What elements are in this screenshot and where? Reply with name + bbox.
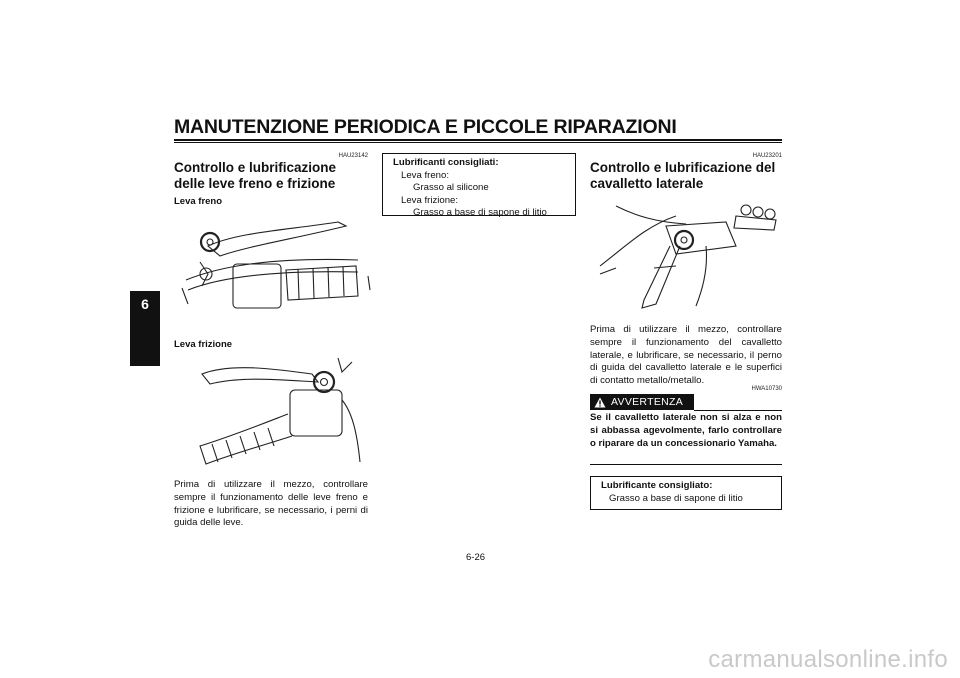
- section-code-sidestand: HAU23201: [752, 153, 782, 159]
- watermark: carmanualsonline.info: [708, 646, 948, 673]
- warning-triangle-icon: [594, 397, 606, 408]
- warning-text: Se il cavalletto laterale non si alza e non si abbassa agevolmente, farlo controllare o riparare da un concessionario Yamaha.: [590, 412, 782, 449]
- section-code: HAU23142: [338, 153, 368, 159]
- lubricants-title: Lubrificanti consigliati:: [393, 157, 499, 168]
- warning-label: AVVERTENZA: [611, 396, 684, 408]
- sidestand-body-text: Prima di utilizzare il mezzo, controllare sempre il funzionamento del cavalletto laterale, e lubrificare, se necessario, il perno di guida del cavalletto laterale e le superfici di contatto metallo/metallo.: [590, 324, 782, 387]
- clutch-lever-lube-label: Leva frizione:: [401, 194, 459, 206]
- warning-badge: [590, 394, 694, 410]
- title-rule-thin: [174, 142, 782, 143]
- sidestand-lubricant-value: Grasso a base di sapone di litio: [609, 492, 743, 504]
- chapter-tab: 6: [130, 291, 160, 366]
- sidestand-lubricant-box: [590, 476, 782, 510]
- brake-lever-lube-label: Leva freno:: [401, 169, 450, 181]
- sidestand-illustration: [596, 196, 780, 316]
- clutch-lever-illustration: [192, 352, 368, 474]
- warning-code: HWA10730: [751, 386, 782, 392]
- brake-lever-lube-value: Grasso al silicone: [413, 182, 489, 194]
- section-heading-levers: Controllo e lubrificazione delle leve freno e frizione: [174, 160, 337, 191]
- page-title: MANUTENZIONE PERIODICA E PICCOLE RIPARAZIONI: [174, 116, 677, 138]
- sidestand-lubricant-title: Lubrificante consigliato:: [601, 480, 713, 491]
- title-rule: [174, 139, 782, 141]
- brake-lever-label: Leva freno: [174, 196, 223, 207]
- levers-body-text: Prima di utilizzare il mezzo, controllare sempre il funzionamento delle leve freno e frizione e lubrificare, se necessario, i perni di guida delle leve.: [174, 479, 368, 529]
- warning-bottom-rule: [590, 464, 782, 465]
- lubricants-box: [382, 153, 576, 219]
- warning-top-rule: [694, 410, 782, 411]
- clutch-lever-label: Leva frizione: [174, 339, 233, 350]
- section-heading-sidestand: Controllo e lubrificazione del cavalletto laterale: [590, 160, 776, 191]
- brake-lever-illustration: [178, 212, 374, 316]
- page-number: 6-26: [466, 552, 486, 563]
- clutch-lever-lube-value: Grasso a base di sapone di litio: [413, 207, 547, 219]
